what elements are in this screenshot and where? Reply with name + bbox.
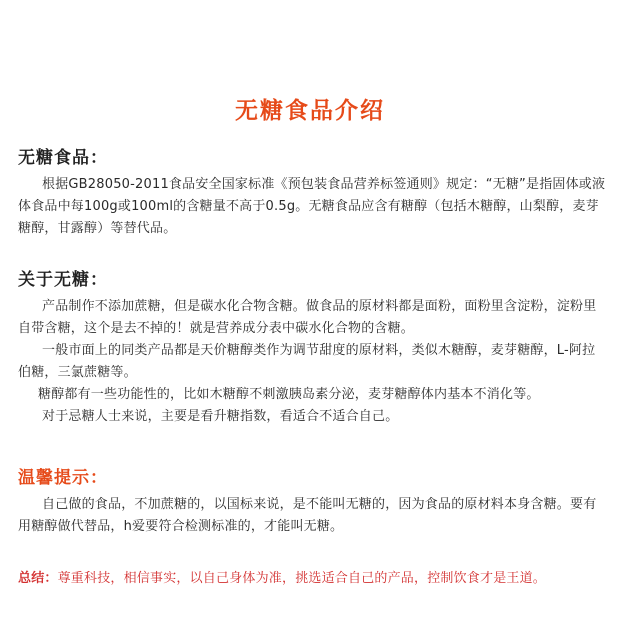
section-about-sugar-free [18,268,608,428]
summary [18,568,608,590]
paragraph: 根据GB28050-2011食品安全国家标准《预包装食品营养标签通则》规定：“无糖”是指固体或液体食品中每100g或100ml的含糖量不高于0.5g。无糖食品应含有糖醇（包括木糖醇，山梨醇，麦芽糖醇，甘露醇）等替代品。 [18,177,606,236]
paragraph: 一般市面上的同类产品都是天价糖醇类作为调节甜度的原材料，类似木糖醇，麦芽糖醇，L-阿拉伯糖，三氯蔗糖等。 [18,343,596,380]
summary-label: 总结： [18,571,58,586]
section-heading-sugar-free-food: 无糖食品： [18,148,108,168]
section-sugar-free-food [18,146,608,240]
paragraph: 糖醇都有一些功能性的，比如木糖醇不刺激胰岛素分泌，麦芽糖醇体内基本不消化等。 [38,387,540,402]
paragraph: 自己做的食品，不加蔗糖的，以国标来说，是不能叫无糖的，因为食品的原材料本身含糖。要有用糖醇做代替品，h爱要符合检测标准的，才能叫无糖。 [18,497,597,534]
paragraph: 产品制作不添加蔗糖，但是碳水化合物含糖。做食品的原材料都是面粉，面粉里含淀粉，淀粉里自带含糖，这个是去不掉的！就是营养成分表中碳水化合物的含糖。 [18,299,597,336]
paragraph: 对于忌糖人士来说，主要是看升糖指数，看适合不适合自己。 [42,409,399,424]
section-heading-about-sugar-free: 关于无糖： [18,270,108,290]
page-title: 无糖食品介绍 [235,98,385,124]
section-warm-tips [18,466,608,538]
summary-text: 尊重科技，相信事实，以自己身体为准，挑选适合自己的产品，控制饮食才是王道。 [57,571,547,586]
section-heading-warm-tips: 温馨提示： [18,468,108,488]
